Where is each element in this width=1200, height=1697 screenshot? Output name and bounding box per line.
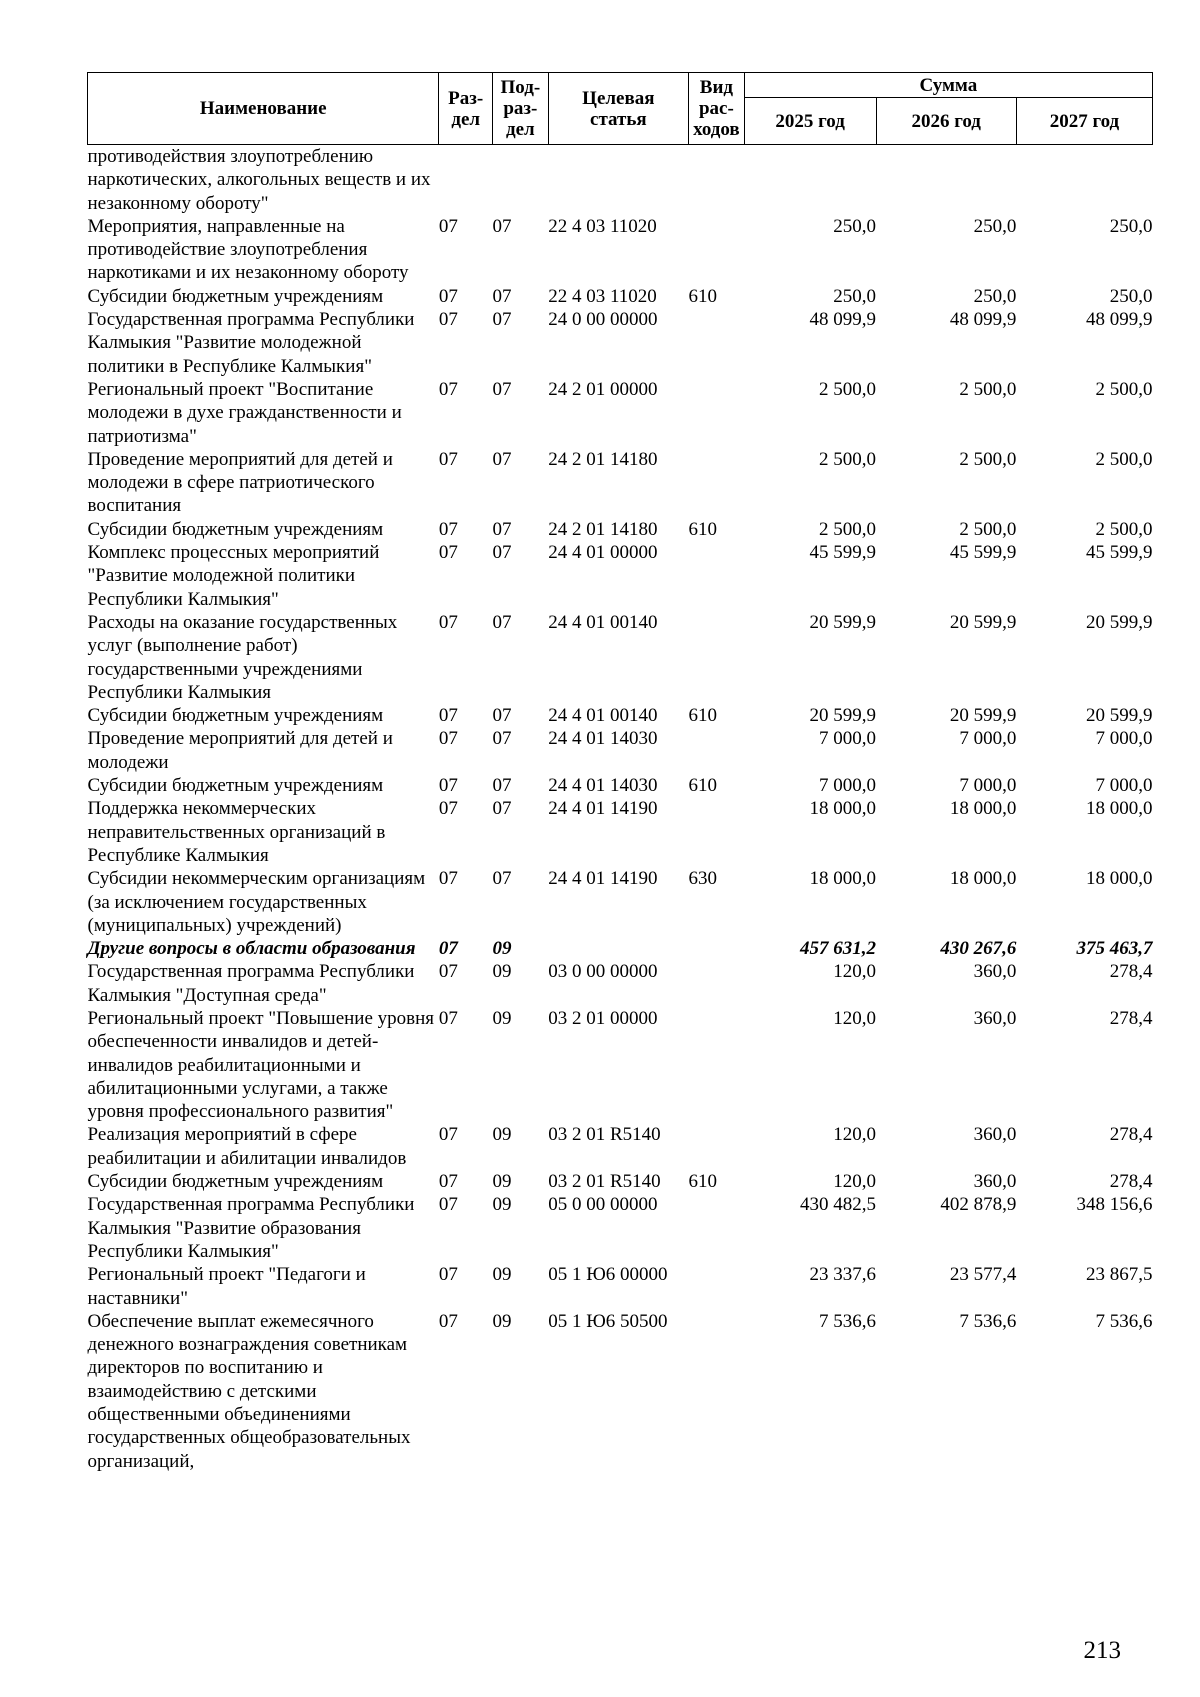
cell-target: 24 4 01 00140	[548, 705, 658, 727]
cell-target: 03 0 00 00000	[548, 961, 658, 983]
cell-amount-2025: 120,0	[833, 1171, 877, 1193]
table-row	[88, 541, 1153, 611]
cell-kind	[689, 215, 745, 285]
cell-podrazdel: 07	[492, 611, 512, 633]
cell-amount-2025: 2 500,0	[819, 448, 877, 470]
cell-amount-2025: 45 599,9	[809, 542, 877, 564]
cell-name: Реализация мероприятий в сфере реабилитации и абилитации инвалидов	[87, 1124, 407, 1169]
cell-name: Региональный проект "Воспитание молодежи в духе гражданственности и патриотизма"	[87, 378, 402, 447]
cell-amount-2027: 7 536,6	[1095, 1310, 1153, 1332]
header-razdel-text: Раз- дел	[448, 87, 484, 130]
cell-amount-2027: 23 867,5	[1086, 1264, 1153, 1286]
cell-kind	[689, 145, 745, 215]
cell-kind: 630	[688, 868, 718, 890]
cell-amount-2027: 2 500,0	[1095, 518, 1153, 540]
cell-podrazdel: 09	[492, 1194, 512, 1216]
cell-razdel: 07	[438, 1124, 458, 1146]
header-razdel	[439, 73, 493, 145]
cell-kind	[689, 448, 745, 518]
cell-amount-2027: 250,0	[1109, 215, 1153, 237]
header-target	[548, 73, 688, 145]
cell-name: Региональный проект "Педагоги и наставники"	[87, 1264, 366, 1309]
cell-amount-2026: 18 000,0	[949, 798, 1017, 820]
cell-kind: 610	[688, 1171, 718, 1193]
cell-razdel: 07	[438, 285, 458, 307]
table-header	[88, 73, 1153, 145]
cell-razdel: 07	[438, 215, 458, 237]
cell-razdel: 07	[438, 798, 458, 820]
cell-razdel: 07	[438, 1264, 458, 1286]
cell-target	[548, 937, 688, 960]
cell-razdel	[439, 145, 493, 215]
cell-name: Субсидии бюджетным учреждениям	[87, 775, 384, 797]
table-row	[88, 867, 1153, 937]
cell-amount-2026: 45 599,9	[949, 542, 1017, 564]
cell-podrazdel: 09	[492, 938, 512, 960]
cell-amount-2026: 2 500,0	[959, 518, 1017, 540]
cell-amount-2025: 2 500,0	[819, 378, 877, 400]
cell-amount-2027: 2 500,0	[1095, 378, 1153, 400]
table-row	[88, 448, 1153, 518]
cell-podrazdel: 07	[492, 378, 512, 400]
cell-amount-2025: 20 599,9	[809, 611, 877, 633]
cell-amount-2027: 7 000,0	[1095, 775, 1153, 797]
cell-amount-2025	[744, 145, 876, 215]
cell-target: 24 4 01 00140	[548, 611, 658, 633]
cell-target: 05 1 Ю6 00000	[548, 1264, 668, 1286]
cell-amount-2027: 48 099,9	[1086, 309, 1153, 331]
cell-name: Субсидии бюджетным учреждениям	[87, 1171, 384, 1193]
cell-razdel: 07	[438, 775, 458, 797]
cell-amount-2026: 402 878,9	[940, 1194, 1017, 1216]
cell-target	[548, 145, 688, 215]
cell-razdel: 07	[438, 448, 458, 470]
cell-target: 24 2 01 00000	[548, 378, 658, 400]
cell-amount-2026: 250,0	[973, 215, 1017, 237]
cell-amount-2027: 375 463,7	[1076, 938, 1153, 960]
cell-kind: 610	[688, 775, 718, 797]
cell-amount-2026: 360,0	[973, 961, 1017, 983]
cell-kind: 610	[688, 518, 718, 540]
cell-amount-2026: 430 267,6	[940, 938, 1017, 960]
cell-name: Государственная программа Республики Калмыкия "Доступная среда"	[87, 961, 415, 1006]
cell-target: 24 0 00 00000	[548, 309, 658, 331]
cell-amount-2026: 250,0	[973, 285, 1017, 307]
cell-kind	[689, 611, 745, 704]
cell-name: Расходы на оказание государственных услуг (выполнение работ) государственными учреждениями Республики Калмыкия	[87, 611, 398, 703]
cell-kind	[689, 1263, 745, 1310]
cell-kind	[689, 1123, 745, 1170]
cell-amount-2027: 2 500,0	[1095, 448, 1153, 470]
table-row	[88, 308, 1153, 378]
cell-name: Государственная программа Республики Калмыкия "Развитие образования Республики Калмыкия"	[87, 1194, 415, 1262]
table-row	[88, 1263, 1153, 1310]
header-kind-text: Вид рас- ходов	[693, 77, 740, 140]
cell-kind	[689, 1310, 745, 1473]
cell-razdel: 07	[438, 1194, 458, 1216]
cell-kind	[689, 1193, 745, 1263]
table-row	[88, 774, 1153, 797]
cell-kind: 610	[688, 705, 718, 727]
cell-amount-2026: 23 577,4	[949, 1264, 1017, 1286]
cell-amount-2026: 2 500,0	[959, 448, 1017, 470]
cell-name: Субсидии бюджетным учреждениям	[87, 285, 384, 307]
cell-amount-2025: 7 000,0	[819, 728, 877, 750]
cell-razdel: 07	[438, 611, 458, 633]
header-kind	[689, 73, 745, 145]
cell-amount-2027: 278,4	[1109, 1171, 1153, 1193]
table-body	[88, 145, 1153, 1473]
cell-kind	[689, 1007, 745, 1123]
cell-target: 03 2 01 00000	[548, 1007, 658, 1029]
cell-target: 22 4 03 11020	[548, 215, 657, 237]
cell-kind	[689, 797, 745, 867]
cell-amount-2026	[876, 145, 1016, 215]
table-row	[88, 704, 1153, 727]
cell-razdel: 07	[438, 705, 458, 727]
header-sum: Сумма	[744, 73, 1152, 98]
cell-amount-2025: 120,0	[833, 1124, 877, 1146]
header-year-2026: 2026 год	[876, 98, 1016, 145]
cell-podrazdel: 07	[492, 728, 512, 750]
cell-amount-2027: 20 599,9	[1086, 705, 1153, 727]
table-row	[88, 1123, 1153, 1170]
cell-amount-2027: 20 599,9	[1086, 611, 1153, 633]
cell-amount-2026: 7 536,6	[959, 1310, 1017, 1332]
cell-razdel: 07	[438, 868, 458, 890]
table-row	[88, 960, 1153, 1007]
table-row	[88, 1193, 1153, 1263]
cell-amount-2027: 278,4	[1109, 1124, 1153, 1146]
cell-amount-2026: 20 599,9	[949, 611, 1017, 633]
header-name: Наименование	[88, 73, 439, 145]
cell-kind	[689, 541, 745, 611]
cell-podrazdel: 09	[492, 1171, 512, 1193]
cell-amount-2026: 360,0	[973, 1007, 1017, 1029]
cell-name: Субсидии бюджетным учреждениям	[87, 705, 384, 727]
header-podrazdel-text: Под- раз- дел	[500, 77, 541, 140]
cell-amount-2026: 2 500,0	[959, 378, 1017, 400]
cell-amount-2026: 360,0	[973, 1124, 1017, 1146]
table-row	[88, 727, 1153, 774]
table-row	[88, 285, 1153, 308]
cell-amount-2025: 23 337,6	[809, 1264, 877, 1286]
cell-amount-2025: 430 482,5	[800, 1194, 877, 1216]
cell-target: 24 4 01 14190	[548, 798, 658, 820]
cell-target: 24 4 01 14030	[548, 775, 658, 797]
table-row	[88, 215, 1153, 285]
cell-podrazdel: 07	[492, 309, 512, 331]
cell-podrazdel: 09	[492, 1310, 512, 1332]
cell-podrazdel: 09	[492, 1124, 512, 1146]
table-row	[88, 797, 1153, 867]
cell-name: Поддержка некоммерческих неправительственных организаций в Республике Калмыкия	[87, 798, 386, 866]
cell-amount-2026: 48 099,9	[949, 309, 1017, 331]
cell-podrazdel: 07	[492, 518, 512, 540]
cell-name: Проведение мероприятий для детей и молодежи в сфере патриотического воспитания	[87, 448, 393, 517]
table-row	[88, 145, 1153, 215]
cell-amount-2025: 120,0	[833, 1007, 877, 1029]
cell-razdel: 07	[438, 378, 458, 400]
cell-amount-2027: 7 000,0	[1095, 728, 1153, 750]
cell-target: 05 0 00 00000	[548, 1194, 658, 1216]
cell-podrazdel: 09	[492, 1264, 512, 1286]
cell-target: 22 4 03 11020	[548, 285, 657, 307]
cell-kind	[689, 937, 745, 960]
cell-podrazdel	[492, 145, 548, 215]
header-year-2027: 2027 год	[1016, 98, 1152, 145]
cell-kind	[689, 727, 745, 774]
cell-amount-2025: 48 099,9	[809, 309, 877, 331]
cell-podrazdel: 07	[492, 215, 512, 237]
cell-name: Субсидии некоммерческим организациям (за исключением государственных (муниципальных) учреждений)	[87, 868, 426, 936]
cell-target: 24 2 01 14180	[548, 518, 658, 540]
table-row	[88, 1310, 1153, 1473]
cell-podrazdel: 07	[492, 798, 512, 820]
cell-amount-2026: 20 599,9	[949, 705, 1017, 727]
cell-name: Проведение мероприятий для детей и молодежи	[87, 728, 393, 773]
cell-target: 24 4 01 14190	[548, 868, 658, 890]
cell-kind	[689, 308, 745, 378]
cell-name: Другие вопросы в области образования	[87, 938, 416, 960]
cell-amount-2026: 18 000,0	[949, 868, 1017, 890]
cell-razdel: 07	[438, 542, 458, 564]
cell-name: Государственная программа Республики Калмыкия "Развитие молодежной политики в Республике Калмыкия"	[87, 309, 415, 377]
cell-amount-2025: 457 631,2	[800, 938, 877, 960]
header-year-2025: 2025 год	[744, 98, 876, 145]
cell-amount-2027: 278,4	[1109, 961, 1153, 983]
cell-name: Региональный проект "Повышение уровня обеспеченности инвалидов и детей-инвалидов реабилитационными и абилитационными услугами, а также уровня профессионального развития"	[87, 1007, 435, 1123]
cell-amount-2025: 20 599,9	[809, 705, 877, 727]
table-row	[88, 611, 1153, 704]
cell-name: Комплекс процессных мероприятий "Развитие молодежной политики Республики Калмыкия"	[87, 542, 380, 610]
table-row	[88, 937, 1153, 960]
cell-amount-2027: 18 000,0	[1086, 798, 1153, 820]
cell-amount-2025: 250,0	[833, 215, 877, 237]
table-row	[88, 518, 1153, 541]
cell-name: Субсидии бюджетным учреждениям	[87, 518, 384, 540]
cell-razdel: 07	[438, 728, 458, 750]
cell-podrazdel: 07	[492, 868, 512, 890]
cell-name: противодействия злоупотреблению наркотических, алкогольных веществ и их незаконному обороту"	[87, 146, 431, 214]
cell-amount-2027	[1016, 145, 1152, 215]
cell-amount-2025: 7 000,0	[819, 775, 877, 797]
cell-podrazdel: 07	[492, 448, 512, 470]
table-row	[88, 1007, 1153, 1123]
cell-amount-2025: 18 000,0	[809, 798, 877, 820]
cell-razdel: 07	[438, 938, 458, 960]
cell-razdel: 07	[438, 961, 458, 983]
cell-amount-2027: 45 599,9	[1086, 542, 1153, 564]
page-number: 213	[1083, 1637, 1121, 1664]
cell-target: 24 4 01 00000	[548, 542, 658, 564]
cell-target: 03 2 01 R5140	[548, 1124, 661, 1146]
cell-amount-2025: 120,0	[833, 961, 877, 983]
cell-kind: 610	[688, 285, 718, 307]
header-target-text: Целевая статья	[582, 87, 655, 130]
cell-name: Обеспечение выплат ежемесячного денежного вознаграждения советникам директоров по воспитанию и взаимодействию с детскими общественными объединениями государственных общеобразовательных организаций,	[87, 1310, 411, 1472]
cell-podrazdel: 07	[492, 775, 512, 797]
cell-target: 24 4 01 14030	[548, 728, 658, 750]
table-row	[88, 1170, 1153, 1193]
cell-target: 05 1 Ю6 50500	[548, 1310, 668, 1332]
cell-amount-2026: 7 000,0	[959, 775, 1017, 797]
cell-amount-2025: 7 536,6	[819, 1310, 877, 1332]
cell-kind	[689, 960, 745, 1007]
cell-amount-2026: 360,0	[973, 1171, 1017, 1193]
cell-podrazdel: 07	[492, 705, 512, 727]
cell-target: 03 2 01 R5140	[548, 1171, 661, 1193]
cell-razdel: 07	[438, 1171, 458, 1193]
cell-podrazdel: 07	[492, 542, 512, 564]
header-podrazdel	[492, 73, 548, 145]
cell-amount-2025: 250,0	[833, 285, 877, 307]
table-row	[88, 378, 1153, 448]
cell-target: 24 2 01 14180	[548, 448, 658, 470]
cell-name: Мероприятия, направленные на противодействие злоупотребления наркотиками и их незаконному обороту	[87, 215, 409, 284]
cell-amount-2027: 250,0	[1109, 285, 1153, 307]
budget-table	[87, 72, 1153, 1473]
cell-amount-2027: 348 156,6	[1076, 1194, 1153, 1216]
cell-amount-2027: 278,4	[1109, 1007, 1153, 1029]
cell-amount-2025: 18 000,0	[809, 868, 877, 890]
cell-razdel: 07	[438, 1310, 458, 1332]
cell-razdel: 07	[438, 518, 458, 540]
cell-kind	[689, 378, 745, 448]
cell-amount-2026: 7 000,0	[959, 728, 1017, 750]
cell-podrazdel: 09	[492, 961, 512, 983]
cell-podrazdel: 07	[492, 285, 512, 307]
cell-razdel: 07	[438, 309, 458, 331]
cell-podrazdel: 09	[492, 1007, 512, 1029]
cell-amount-2025: 2 500,0	[819, 518, 877, 540]
cell-amount-2027: 18 000,0	[1086, 868, 1153, 890]
cell-razdel: 07	[438, 1007, 458, 1029]
